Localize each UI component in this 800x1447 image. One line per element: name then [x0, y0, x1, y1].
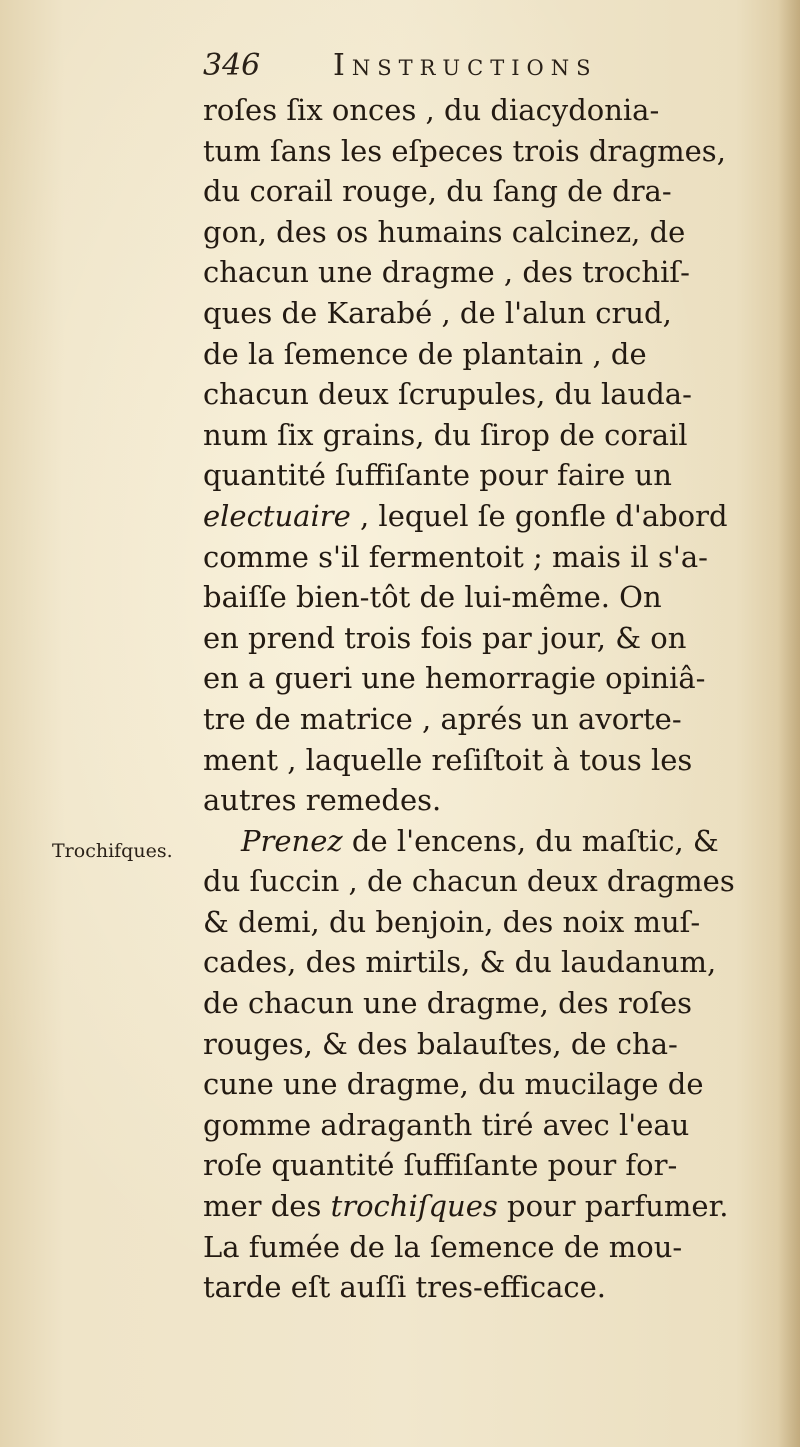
text-line: tum ſans les eſpeces trois dragmes,: [203, 133, 726, 168]
text-segment: mer des: [203, 1189, 331, 1224]
text-line: gon, des os humains calcinez, de: [203, 214, 686, 249]
text-line: cune une dragme, du mucilage de: [203, 1067, 704, 1102]
text-line: tre de matrice , aprés un avorte-: [203, 701, 682, 736]
page-number: 346: [203, 48, 261, 83]
text-line: du corail rouge, du ſang de dra-: [203, 174, 672, 209]
text-line: autres remedes.: [203, 783, 442, 818]
italic-term: trochiſques: [330, 1189, 498, 1224]
text-line: quantité ſuffiſante pour faire un: [203, 458, 672, 493]
margin-note: Trochifques.: [52, 840, 173, 862]
text-line: chacun une dragme , des trochiſ-: [203, 255, 690, 290]
text-line: [203, 1186, 763, 1227]
italic-term: Prenez: [241, 823, 343, 858]
running-head: Instructions: [333, 48, 598, 83]
text-segment: , lequel ſe gonfle d'abord: [350, 498, 728, 533]
text-line: de la ſemence de plantain , de: [203, 336, 647, 371]
body-text: [203, 90, 763, 1308]
text-line: en a gueri une hemorragie opiniâ-: [203, 661, 706, 696]
text-line: [203, 821, 763, 862]
text-line: roſes ſix onces , du diacydonia-: [203, 93, 660, 127]
text-line: gomme adraganth tiré avec l'eau: [203, 1107, 690, 1142]
text-line: de chacun une dragme, des roſes: [203, 986, 693, 1021]
page-edge-shadow: [778, 0, 800, 1447]
text-line: ment , laquelle reſiſtoit à tous les: [203, 742, 693, 777]
text-line: La fumée de la ſemence de mou-: [203, 1229, 683, 1264]
text-line: baiſſe bien-tôt de lui-même. On: [203, 580, 662, 615]
text-line: chacun deux ſcrupules, du lauda-: [203, 377, 692, 412]
text-line: ques de Karabé , de l'alun crud,: [203, 295, 672, 330]
text-line: tarde eſt auſſi tres-efficace.: [203, 1270, 606, 1305]
text-segment: de l'encens, du maſtic, &: [342, 823, 719, 858]
text-line: cades, des mirtils, & du laudanum,: [203, 945, 717, 980]
text-line: [203, 496, 763, 537]
text-line: du ſuccin , de chacun deux dragmes: [203, 864, 735, 899]
italic-term: electuaire: [203, 498, 351, 533]
text-line: en prend trois fois par jour, & on: [203, 620, 687, 655]
text-line: & demi, du benjoin, des noix muſ-: [203, 904, 701, 939]
text-line: num ſix grains, du ſirop de corail: [203, 417, 688, 452]
page-header: [203, 46, 723, 86]
text-segment: pour parfumer.: [497, 1189, 729, 1224]
text-line: roſe quantité ſuffiſante pour for-: [203, 1148, 678, 1183]
text-line: rouges, & des balauſtes, de cha-: [203, 1026, 678, 1061]
text-line: comme s'il fermentoit ; mais il s'a-: [203, 539, 708, 574]
